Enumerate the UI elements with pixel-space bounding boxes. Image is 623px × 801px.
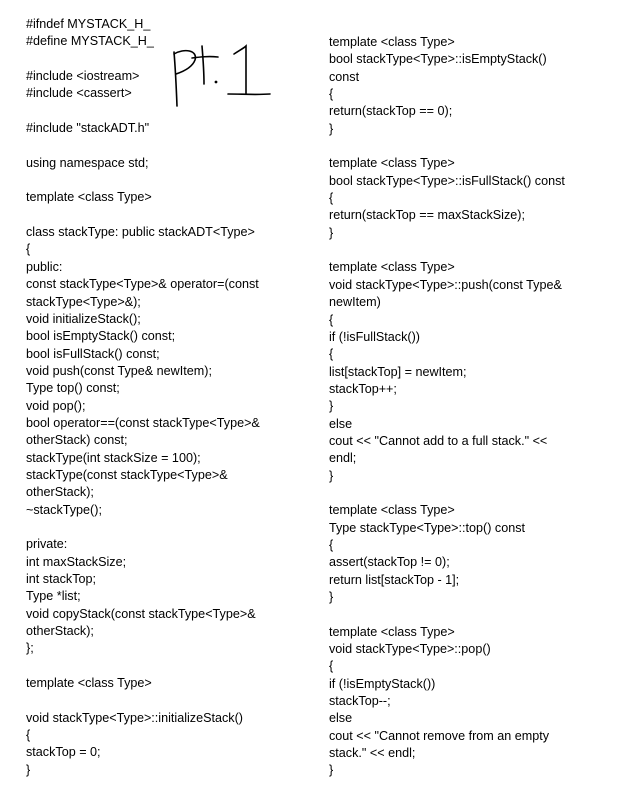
right-code-line: if (!isFullStack()) bbox=[329, 329, 420, 344]
left-code-line: bool isEmptyStack() const; bbox=[26, 329, 176, 344]
left-code-line: stackTop = 0; bbox=[26, 745, 101, 760]
left-code-line: int maxStackSize; bbox=[26, 554, 127, 569]
right-blank-line bbox=[329, 606, 619, 623]
right-code-line: template <class Type> bbox=[329, 503, 455, 518]
right-code-line: { bbox=[329, 312, 334, 327]
left-code-line: template <class Type> bbox=[26, 190, 152, 205]
right-code-line: template <class Type> bbox=[329, 156, 455, 171]
left-code-line: } bbox=[26, 762, 31, 777]
left-code-line: private: bbox=[26, 537, 68, 552]
code-column-right bbox=[329, 34, 619, 780]
left-code-line: void copyStack(const stackType<Type>& bbox=[26, 606, 256, 621]
handwritten-annotation bbox=[168, 44, 278, 112]
right-code-line: } bbox=[329, 225, 334, 240]
left-blank-line bbox=[26, 692, 306, 709]
right-code-line: list[stackTop] = newItem; bbox=[329, 364, 467, 379]
left-code-line: void stackType<Type>::initializeStack() bbox=[26, 710, 243, 725]
right-blank-line bbox=[329, 485, 619, 502]
right-code-line: { bbox=[329, 347, 334, 362]
left-blank-line bbox=[26, 658, 306, 675]
left-blank-line bbox=[26, 207, 306, 224]
left-blank-line bbox=[26, 137, 306, 154]
left-code-line: Type top() const; bbox=[26, 381, 120, 396]
left-code-line: #include "stackADT.h" bbox=[26, 121, 150, 136]
left-blank-line bbox=[26, 172, 306, 189]
right-code-line: template <class Type> bbox=[329, 35, 455, 49]
right-code-line: { bbox=[329, 659, 334, 674]
right-code-line: endl; bbox=[329, 451, 357, 466]
right-code-line: template <class Type> bbox=[329, 624, 455, 639]
right-code-line: return list[stackTop - 1]; bbox=[329, 572, 460, 587]
left-code-line: { bbox=[26, 728, 31, 743]
right-code-line: const bbox=[329, 69, 360, 84]
right-code-line: assert(stackTop != 0); bbox=[329, 555, 450, 570]
left-code-line: }; bbox=[26, 641, 34, 656]
left-code-line: stackType<Type>&); bbox=[26, 294, 141, 309]
left-code-line: #ifndef MYSTACK_H_ bbox=[26, 17, 151, 31]
left-code-line: ~stackType(); bbox=[26, 502, 102, 517]
right-code-line: void stackType<Type>::push(const Type& bbox=[329, 277, 562, 292]
left-code-line: #include <cassert> bbox=[26, 86, 132, 101]
right-code-line: stackTop++; bbox=[329, 381, 397, 396]
right-code-line: stack." << endl; bbox=[329, 746, 416, 761]
right-code-line: return(stackTop == 0); bbox=[329, 104, 453, 119]
left-code-line: void initializeStack(); bbox=[26, 311, 141, 326]
left-code-line: #define MYSTACK_H_ bbox=[26, 34, 154, 49]
right-code-line: cout << "Cannot add to a full stack." << bbox=[329, 433, 548, 448]
code-column-left bbox=[26, 16, 306, 779]
left-code-line: bool isFullStack() const; bbox=[26, 346, 160, 361]
left-code-line: using namespace std; bbox=[26, 155, 149, 170]
left-blank-line bbox=[26, 519, 306, 536]
right-code-line: else bbox=[329, 416, 353, 431]
right-code-line: stackTop--; bbox=[329, 694, 391, 709]
right-blank-line bbox=[329, 242, 619, 259]
right-code-line: newItem) bbox=[329, 295, 381, 310]
left-code-line: bool operator==(const stackType<Type>& bbox=[26, 415, 260, 430]
right-code-line: } bbox=[329, 590, 334, 604]
left-code-line: void pop(); bbox=[26, 398, 86, 413]
left-code-line: class stackType: public stackADT<Type> bbox=[26, 225, 255, 240]
right-code-line: } bbox=[329, 121, 334, 136]
left-code-line: void push(const Type& newItem); bbox=[26, 363, 212, 378]
right-code-line: cout << "Cannot remove from an empty bbox=[329, 728, 550, 743]
right-code-line: } bbox=[329, 468, 334, 483]
left-code-line: stackType(int stackSize = 100); bbox=[26, 450, 201, 465]
right-code-line: void stackType<Type>::pop() bbox=[329, 642, 491, 657]
left-code-line: template <class Type> bbox=[26, 676, 152, 691]
left-code-line: int stackTop; bbox=[26, 572, 96, 586]
right-code-line: else bbox=[329, 711, 353, 726]
left-code-line: otherStack); bbox=[26, 485, 94, 500]
left-code-line: stackType(const stackType<Type>& bbox=[26, 467, 228, 482]
right-code-line: return(stackTop == maxStackSize); bbox=[329, 208, 525, 223]
right-code-line: if (!isEmptyStack()) bbox=[329, 676, 436, 691]
left-code-line: Type *list; bbox=[26, 589, 81, 604]
right-code-line: Type stackType<Type>::top() const bbox=[329, 520, 526, 535]
right-code-line: bool stackType<Type>::isFullStack() const bbox=[329, 173, 565, 188]
right-code-line: template <class Type> bbox=[329, 260, 455, 275]
right-code-line: { bbox=[329, 191, 334, 206]
right-code-line: { bbox=[329, 537, 334, 552]
left-code-line: public: bbox=[26, 259, 63, 274]
left-code-line: const stackType<Type>& operator=(const bbox=[26, 277, 259, 292]
right-code-line: } bbox=[329, 399, 334, 414]
right-code-line: } bbox=[329, 763, 334, 778]
left-code-line: otherStack) const; bbox=[26, 433, 128, 448]
left-code-line: #include <iostream> bbox=[26, 69, 140, 84]
right-code-line: { bbox=[329, 87, 334, 102]
left-code-line: otherStack); bbox=[26, 624, 94, 639]
right-blank-line bbox=[329, 138, 619, 155]
right-code-line: bool stackType<Type>::isEmptyStack() bbox=[329, 52, 547, 67]
left-code-line: { bbox=[26, 242, 31, 257]
